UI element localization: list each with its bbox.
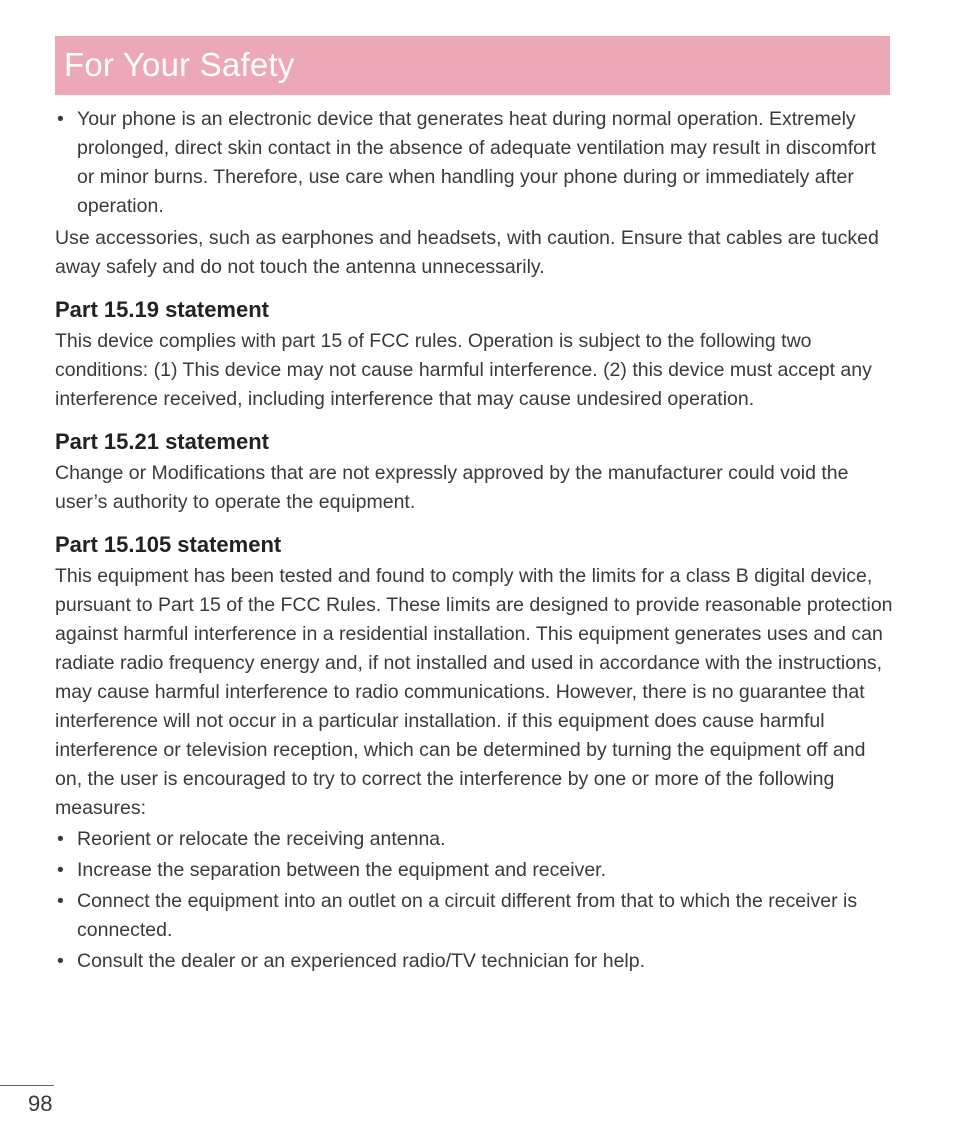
page-title: For Your Safety (64, 46, 295, 83)
footer-divider (0, 1085, 54, 1086)
section-heading-part-15-105: Part 15.105 statement (55, 532, 282, 557)
measure-text: Connect the equipment into an outlet on a circuit different from that to which the receiver is connected. (77, 890, 858, 941)
section-heading-part-15-21: Part 15.21 statement (55, 429, 269, 454)
bullet-icon: • (57, 890, 64, 912)
measure-text: Consult the dealer or an experienced radio/TV technician for help. (77, 950, 646, 972)
bullet-icon: • (57, 859, 64, 881)
bullet-icon: • (57, 950, 64, 972)
section-header-banner (55, 36, 890, 95)
page-number: 98 (28, 1091, 53, 1116)
list-item (55, 947, 897, 976)
measure-text: Increase the separation between the equipment and receiver. (77, 859, 607, 881)
bullet-text-heat: Your phone is an electronic device that generates heat during normal operation. Extremely prolonged, direct skin contact in the absence of adequate ventilation may result in discomfort or minor burns. Therefore, use care when handling your phone during or immediately after operation. (77, 108, 876, 217)
section-body-part-15-105: This equipment has been tested and found to comply with the limits for a class B digital device, pursuant to Part 15 of the FCC Rules. These limits are designed to provide reasonable protection against harmful interference in a residential installation. This equipment generates uses and can radiate radio frequency energy and, if not installed and used in accordance with the instructions, may cause harmful interference to radio communications. However, there is no guarantee that interference will not occur in a particular installation. if this equipment does cause harmful interference or television reception, which can be determined by turning the equipment off and on, the user is encouraged to try to correct the interference by one or more of the following measures: (55, 565, 893, 819)
measure-text: Reorient or relocate the receiving antenna. (77, 828, 446, 850)
accessories-paragraph: Use accessories, such as earphones and headsets, with caution. Ensure that cables are tucked away safely and do not touch the antenna unnecessarily. (55, 227, 879, 278)
list-item (55, 105, 897, 221)
document-body (55, 105, 897, 976)
section-heading-part-15-19: Part 15.19 statement (55, 297, 269, 322)
list-item (55, 856, 897, 885)
bullet-icon: • (57, 108, 64, 130)
list-item (55, 887, 897, 945)
section-body-part-15-21: Change or Modifications that are not expressly approved by the manufacturer could void the user’s authority to operate the equipment. (55, 462, 849, 513)
bullet-icon: • (57, 828, 64, 850)
section-body-part-15-19: This device complies with part 15 of FCC rules. Operation is subject to the following two conditions: (1) This device may not cause harmful interference. (2) this device must accept any interference received, including interference that may cause undesired operation. (55, 330, 872, 410)
list-item (55, 825, 897, 854)
